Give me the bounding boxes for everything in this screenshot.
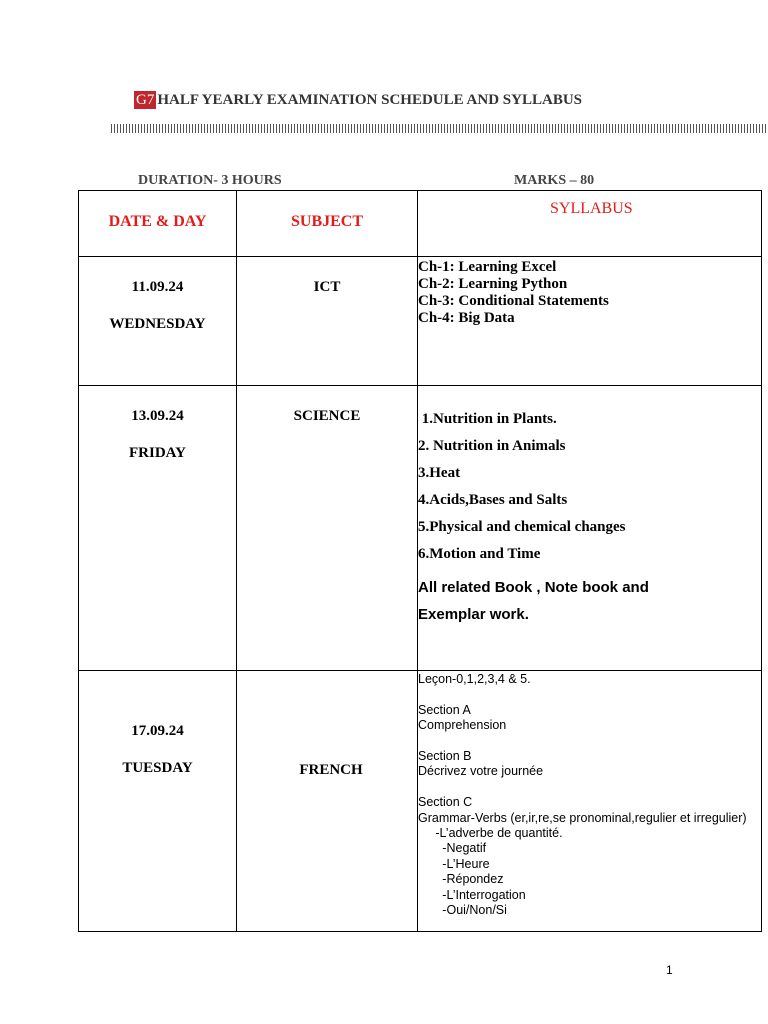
title-text: HALF YEARLY EXAMINATION SCHEDULE AND SYLLABUS [157,92,583,108]
document-title [134,91,582,109]
subject-cell [237,386,418,670]
syllabus-line [418,780,755,795]
syllabus-line: -Répondez [418,872,504,887]
header-cell-date [79,191,237,256]
syllabus-line [418,687,755,702]
header-syllabus: SYLLABUS [550,200,633,217]
syllabus-line: Section B [418,749,472,763]
date-cell [79,671,237,931]
table-row [79,386,761,671]
exam-date: 13.09.24 [131,408,184,424]
exam-day: WEDNESDAY [109,316,206,332]
syllabus-line: Grammar-Verbs (er,ir,re,se pronominal,regulier et irregulier) [418,810,747,825]
syllabus-line: -Oui/Non/Si [418,903,507,918]
date-cell [79,386,237,670]
exam-date: 17.09.24 [131,723,184,739]
exam-schedule-table [78,190,762,932]
table-row [79,257,761,386]
marks-label: MARKS – 80 [514,173,595,188]
syllabus-item: Ch-2: Learning Python [418,276,568,292]
table-row [79,671,761,931]
syllabus-line: -L’adverbe de quantité. [418,826,563,841]
syllabus-line: Comprehension [418,718,507,733]
syllabus-cell [418,671,761,931]
header-date-day: DATE & DAY [108,213,207,230]
syllabus-item: 4.Acids,Bases and Salts [418,492,568,508]
syllabus-item: Ch-1: Learning Excel [418,259,557,275]
header-cell-subject [237,191,418,256]
syllabus-item: 6.Motion and Time [418,546,541,562]
syllabus-line: Leçon-0,1,2,3,4 & 5. [418,672,531,686]
subject-name: SCIENCE [293,408,361,424]
syllabus-note: All related Book , Note book and Exemplar work. [418,579,649,623]
syllabus-line: -L’Heure [418,856,490,871]
exam-day: FRIDAY [129,445,186,461]
subject-cell [237,671,418,931]
syllabus-line: -L’Interrogation [418,887,526,902]
duration-label: DURATION- 3 HOURS [138,173,282,188]
syllabus-item: 2. Nutrition in Animals [418,438,566,454]
syllabus-line: -Negatif [418,841,487,856]
decorative-divider [111,124,768,133]
subject-name: FRENCH [299,762,363,778]
syllabus-item: 1.Nutrition in Plants. [418,411,557,427]
syllabus-cell [418,386,761,670]
syllabus-line: Section A [418,702,471,717]
header-subject: SUBJECT [290,213,364,230]
syllabus-item: Ch-3: Conditional Statements [418,293,609,309]
syllabus-item: Ch-4: Big Data [418,310,515,326]
page-number: 1 [666,963,673,977]
subject-cell [237,257,418,385]
syllabus-line [418,734,755,749]
grade-badge: G7 [136,92,155,108]
subject-name: ICT [313,279,341,295]
table-header-row [79,191,761,257]
date-cell [79,257,237,385]
exam-day: TUESDAY [122,760,193,776]
header-cell-syllabus [418,191,761,256]
syllabus-line: Section C [418,795,473,810]
syllabus-cell [418,257,761,385]
syllabus-line: Décrivez votre journée [418,764,544,779]
exam-date: 11.09.24 [131,279,184,295]
syllabus-item: 5.Physical and chemical changes [418,519,626,535]
syllabus-item: 3.Heat [418,465,461,481]
